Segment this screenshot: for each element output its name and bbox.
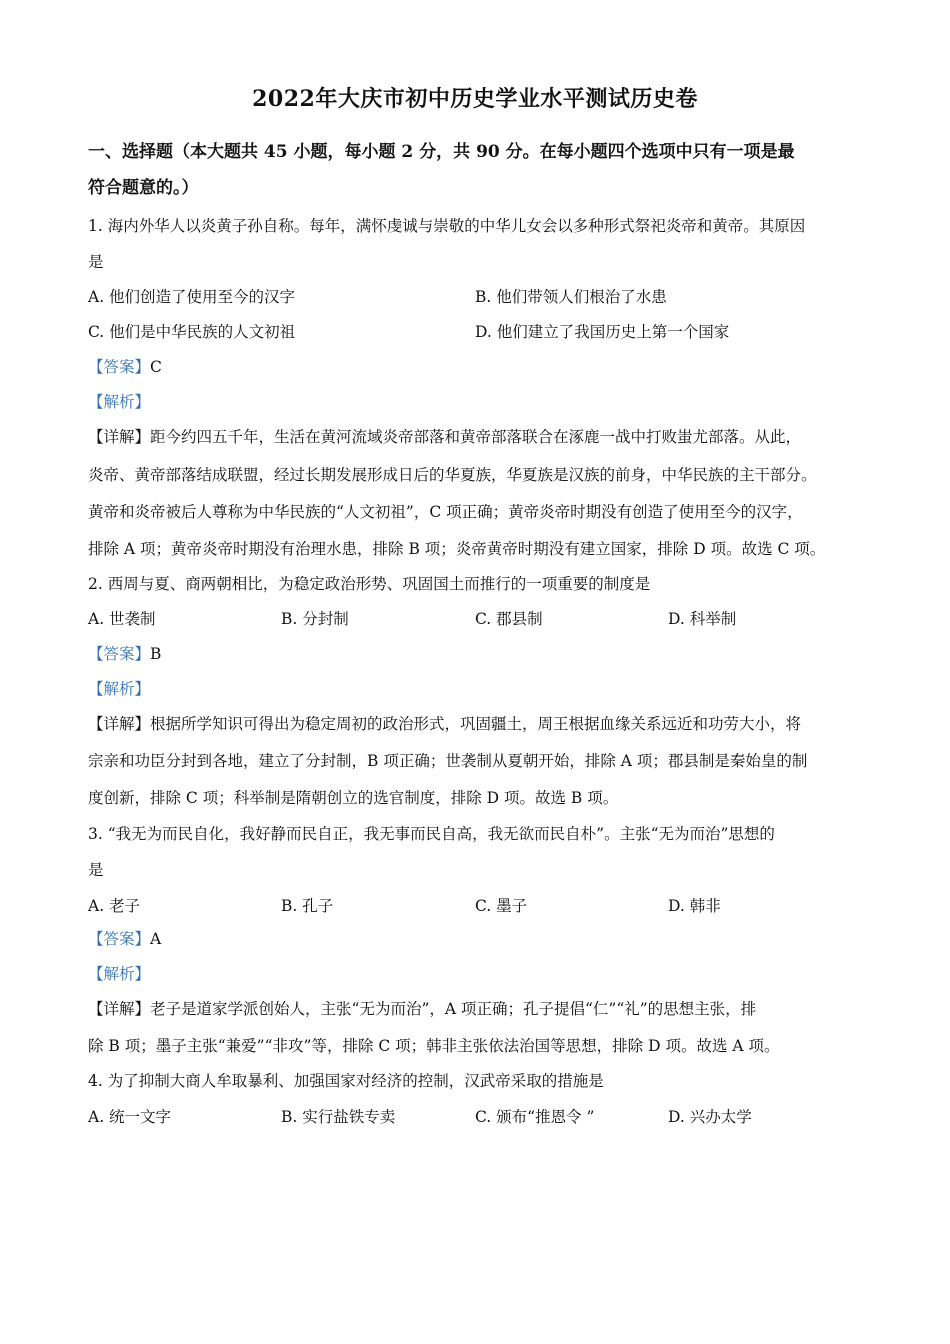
question-1-detail-4: 排除 A 项；黄帝炎帝时期没有治理水患，排除 B 项；炎帝黄帝时期没有建立国家，排除 D 项。故选 C 项。 <box>88 540 826 558</box>
question-4-option-b: B. 实行盐铁专卖 <box>281 1108 396 1126</box>
question-1-option-a: A. 他们创造了使用至今的汉字 <box>88 288 296 306</box>
question-3-detail-2: 除 B 项；墨子主张“兼爱”“非攻”等，排除 C 项；韩非主张依法治国等思想，排除 D 项。故选 A 项。 <box>88 1037 780 1055</box>
question-1-detail-1 <box>88 427 801 447</box>
question-2-stem: 2. 西周与夏、商两朝相比，为稳定政治形势、巩固国土而推行的一项重要的制度是 <box>88 575 651 593</box>
question-2-analysis <box>88 679 150 699</box>
analysis-tag: 【解析】 <box>88 680 151 698</box>
question-4-option-a: A. 统一文字 <box>88 1108 172 1126</box>
question-1-option-d: D. 他们建立了我国历史上第一个国家 <box>475 323 730 341</box>
question-4-stem: 4. 为了抑制大商人牟取暴利、加强国家对经济的控制，汉武帝采取的措施是 <box>88 1072 604 1090</box>
detail-text: 距今约四五千年，生活在黄河流域炎帝部落和黄帝部落联合在涿鹿一战中打败蚩尤部落。从此， <box>150 428 802 446</box>
detail-tag: 【详解】 <box>88 1000 151 1018</box>
question-1-detail-3: 黄帝和炎帝被后人尊称为中华民族的“人文初祖”，C 项正确；黄帝炎帝时期没有创造了使用至今的汉字， <box>88 503 803 521</box>
question-1-detail-2: 炎帝、黄帝部落结成联盟，经过长期发展形成日后的华夏族，华夏族是汉族的前身，中华民族的主干部分。 <box>88 466 817 484</box>
question-1-analysis <box>88 392 150 412</box>
question-2-detail-2: 宗亲和功臣分封到各地，建立了分封制，B 项正确；世袭制从夏朝开始，排除 A 项；郡县制是秦始皇的制 <box>88 752 808 770</box>
question-1-answer <box>88 357 162 377</box>
analysis-tag: 【解析】 <box>88 393 151 411</box>
question-2-answer <box>88 644 161 664</box>
answer-value: B <box>150 645 162 663</box>
detail-text: 老子是道家学派创始人，主张“无为而治”，A 项正确；孔子提倡“仁”“礼”的思想主张，排 <box>150 1000 757 1018</box>
detail-text: 根据所学知识可得出为稳定周初的政治形式，巩固疆土，周王根据血缘关系远近和功劳大小，将 <box>150 715 802 733</box>
question-3-option-a: A. 老子 <box>88 897 141 915</box>
question-3-answer <box>88 929 161 949</box>
detail-tag: 【详解】 <box>88 428 151 446</box>
question-3-stem-cont: 是 <box>88 861 104 879</box>
question-3-option-c: C. 墨子 <box>475 897 528 915</box>
question-3-option-b: B. 孔子 <box>281 897 334 915</box>
page-title: 2022年大庆市初中历史学业水平测试历史卷 <box>252 86 698 112</box>
detail-tag: 【详解】 <box>88 715 151 733</box>
question-1-option-c: C. 他们是中华民族的人文初祖 <box>88 323 296 341</box>
question-1-stem: 1. 海内外华人以炎黄子孙自称。每年，满怀虔诚与崇敬的中华儿女会以多种形式祭祀炎帝和黄帝。其原因 <box>88 217 806 235</box>
answer-tag: 【答案】 <box>88 358 151 376</box>
question-2-option-d: D. 科举制 <box>668 610 737 628</box>
question-2-detail-3: 度创新，排除 C 项；科举制是隋朝创立的选官制度，排除 D 项。故选 B 项。 <box>88 789 619 807</box>
question-3-analysis <box>88 964 150 984</box>
question-2-detail-1 <box>88 714 801 734</box>
section-heading-line-2: 符合题意的。） <box>88 178 199 198</box>
question-2-option-b: B. 分封制 <box>281 610 349 628</box>
question-1-option-b: B. 他们带领人们根治了水患 <box>475 288 667 306</box>
question-4-option-d: D. 兴办太学 <box>668 1108 752 1126</box>
answer-value: A <box>150 930 162 948</box>
section-heading-line-1: 一、选择题（本大题共 45 小题，每小题 2 分，共 90 分。在每小题四个选项中只有一项是最 <box>88 142 795 162</box>
analysis-tag: 【解析】 <box>88 965 151 983</box>
answer-tag: 【答案】 <box>88 930 151 948</box>
question-3-detail-1 <box>88 999 756 1019</box>
question-3-option-d: D. 韩非 <box>668 897 721 915</box>
answer-tag: 【答案】 <box>88 645 151 663</box>
question-2-option-c: C. 郡县制 <box>475 610 543 628</box>
question-1-stem-cont: 是 <box>88 253 104 271</box>
question-3-stem: 3. “我无为而民自化，我好静而民自正，我无事而民自高，我无欲而民自朴”。主张“无为而治”思想的 <box>88 825 775 843</box>
question-2-option-a: A. 世袭制 <box>88 610 156 628</box>
answer-value: C <box>150 358 162 376</box>
question-4-option-c: C. 颁布“推恩令 ” <box>475 1108 595 1126</box>
